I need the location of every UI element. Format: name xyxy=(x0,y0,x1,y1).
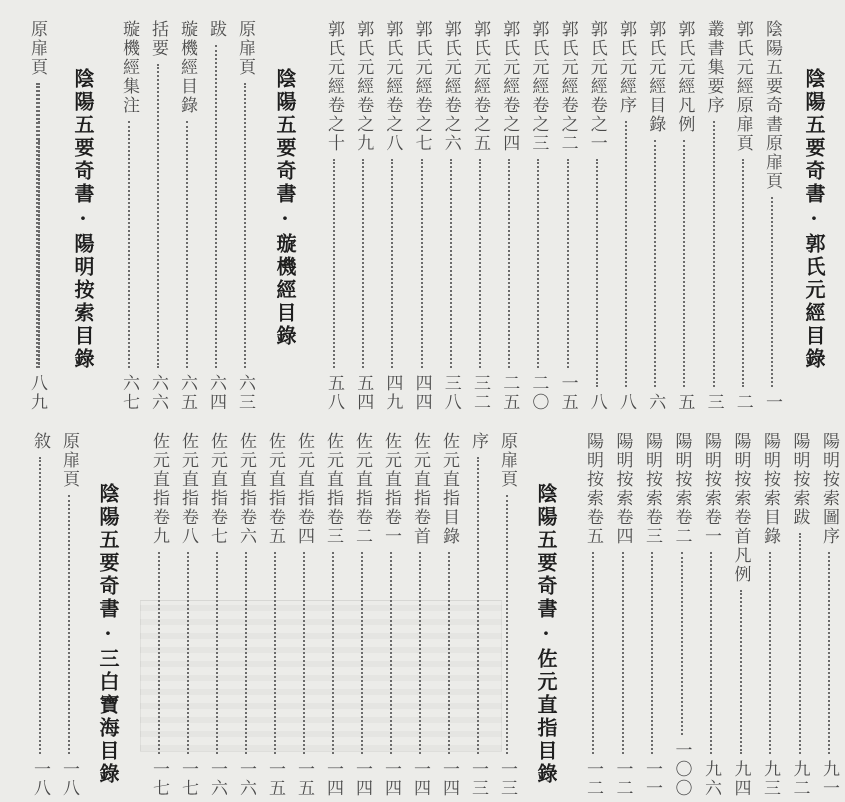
toc-entry-page: 六七 xyxy=(119,374,139,412)
leader-dots xyxy=(36,83,38,368)
toc-entry-label: 郭氏元經卷之六 xyxy=(440,20,461,153)
toc-entry-label: 郭氏元經卷之一 xyxy=(586,20,607,153)
toc-entry-label: 陽明按索圖序 xyxy=(819,432,839,546)
leader-dots xyxy=(448,552,450,754)
toc-entry-page: 一五 xyxy=(294,760,314,798)
toc-entry-page: 五四 xyxy=(353,374,374,412)
toc-entry-label: 陽明按索卷二 xyxy=(671,432,692,546)
toc-entry-page: 五 xyxy=(674,393,695,412)
toc-entry-label: 敘 xyxy=(30,432,50,451)
toc-entry-label: 括要 xyxy=(148,20,168,58)
toc-entry-label: 原扉頁 xyxy=(27,20,47,77)
leader-dots xyxy=(68,495,70,754)
toc-entry-label: 佐元直指卷四 xyxy=(294,432,314,546)
toc-entry-label: 郭氏元經序 xyxy=(616,20,636,115)
leader-dots xyxy=(742,159,744,387)
toc-entry-page: 六四 xyxy=(206,374,226,412)
toc-entry-label: 陽明按索跋 xyxy=(789,432,810,527)
leader-dots xyxy=(596,159,598,387)
toc-entry-page: 二 xyxy=(732,393,753,412)
toc-entry-label: 陽明按索目錄 xyxy=(760,432,780,546)
leader-dots xyxy=(333,159,335,368)
leader-dots xyxy=(390,552,392,754)
toc-entry-label: 陽明按索卷五 xyxy=(583,432,603,546)
toc-entry-label: 佐元直指卷八 xyxy=(178,432,198,546)
leader-dots xyxy=(740,590,742,754)
leader-dots xyxy=(215,45,217,368)
toc-entry-page: 九三 xyxy=(760,760,780,798)
toc-entry-label: 佐元直指目錄 xyxy=(439,432,459,546)
toc-entry-page: 一四 xyxy=(352,760,372,798)
leader-dots xyxy=(421,159,423,368)
toc-entry-page: 九一 xyxy=(819,760,839,798)
leader-dots xyxy=(828,552,830,754)
leader-dots xyxy=(479,159,481,368)
toc-entry-label: 郭氏元經卷之四 xyxy=(499,20,520,153)
leader-dots xyxy=(681,552,683,735)
toc-entry-label: 佐元直指卷一 xyxy=(381,432,401,546)
toc-entry-label: 郭氏元經目錄 xyxy=(645,20,666,134)
leader-dots xyxy=(625,121,627,387)
leader-dots xyxy=(799,533,801,754)
toc-entry-label: 陽明按索卷一 xyxy=(701,432,721,546)
toc-entry-page: 八九 xyxy=(27,374,47,412)
leader-dots xyxy=(303,552,305,754)
toc-entry-page: 四九 xyxy=(382,374,403,412)
toc-entry-label: 佐元直指卷二 xyxy=(352,432,372,546)
leader-dots xyxy=(391,159,393,368)
toc-entry-page: 九二 xyxy=(789,760,810,798)
toc-entry-page: 一六 xyxy=(236,760,256,798)
leader-dots xyxy=(769,552,771,754)
leader-dots xyxy=(244,83,246,368)
toc-entry-label: 原扉頁 xyxy=(59,432,79,489)
toc-entry-page: 三 xyxy=(703,393,724,412)
toc-entry-page: 一五 xyxy=(265,760,285,798)
toc-entry-page: 一二 xyxy=(583,760,603,798)
toc-entry-page: 九四 xyxy=(730,760,751,798)
leader-dots xyxy=(477,457,479,754)
toc-entry-label: 佐元直指卷九 xyxy=(149,432,169,546)
toc-entry-page: 一七 xyxy=(178,760,198,798)
toc-entry-label: 璇機經集注 xyxy=(119,20,139,115)
toc-entry-page: 三二 xyxy=(470,374,490,412)
leader-dots xyxy=(38,140,40,368)
toc-entry-label: 佐元直指卷七 xyxy=(207,432,227,546)
leader-dots xyxy=(158,552,160,754)
toc-entry-label: 郭氏元經卷之七 xyxy=(411,20,432,153)
toc-entry-page: 五八 xyxy=(324,374,344,412)
toc-entry-label: 郭氏元經原扉頁 xyxy=(732,20,753,153)
toc-entry-page: 一七 xyxy=(149,760,169,798)
leader-dots xyxy=(506,495,508,754)
section-title-sanbai: 陰陽五要奇書·三白寶海目錄 xyxy=(96,483,120,786)
toc-entry-page: 一四 xyxy=(439,760,459,798)
toc-entry-label: 佐元直指卷首 xyxy=(410,432,430,546)
toc-entry-page: 六六 xyxy=(148,374,168,412)
leader-dots xyxy=(274,552,276,754)
toc-entry-label: 原扉頁 xyxy=(235,20,255,77)
toc-entry-page: 一八 xyxy=(30,760,50,798)
toc-entry-label: 郭氏元經凡例 xyxy=(674,20,695,134)
toc-entry-page: 一四 xyxy=(410,760,430,798)
toc-entry-page: 一 xyxy=(762,393,782,412)
toc-entry-page: 四四 xyxy=(411,374,432,412)
toc-entry-page: 一六 xyxy=(207,760,227,798)
toc-entry-page: 六五 xyxy=(177,374,197,412)
leader-dots xyxy=(771,197,773,387)
toc-entry-label: 陽明按索卷首凡例 xyxy=(730,432,751,584)
toc-entry-page: 六三 xyxy=(235,374,255,412)
leader-dots xyxy=(713,121,715,387)
leader-dots xyxy=(537,159,539,368)
leader-dots xyxy=(332,552,334,754)
leader-dots xyxy=(186,121,188,368)
toc-entry-page: 二〇 xyxy=(528,374,549,412)
leader-dots xyxy=(654,140,656,387)
leader-dots xyxy=(157,64,159,368)
toc-entry-page: 九六 xyxy=(701,760,721,798)
toc-entry-label: 郭氏元經卷之十 xyxy=(324,20,344,153)
toc-entry-page: 一四 xyxy=(323,760,343,798)
leader-dots xyxy=(362,159,364,368)
toc-entry-label: 叢書集要序 xyxy=(703,20,724,115)
toc-entry-page: 一二 xyxy=(612,760,633,798)
toc-entry-page: 二五 xyxy=(499,374,520,412)
toc-entry-label: 原扉頁 xyxy=(497,432,517,489)
toc-entry-label: 佐元直指卷六 xyxy=(236,432,256,546)
toc-entry-label: 陽明按索卷三 xyxy=(642,432,662,546)
toc-entry-page: 八 xyxy=(586,393,607,412)
toc-entry-label: 郭氏元經卷之九 xyxy=(353,20,374,153)
toc-entry-page: 一〇〇 xyxy=(671,741,692,798)
leader-dots xyxy=(216,552,218,754)
toc-entry-label: 陽明按索卷四 xyxy=(612,432,633,546)
section-title-xuanji: 陰陽五要奇書·璇機經目錄 xyxy=(273,68,297,348)
toc-entry-label: 陰陽五要奇書原扉頁 xyxy=(762,20,782,191)
toc-entry-page: 一八 xyxy=(59,760,79,798)
section-title-yangming: 陰陽五要奇書·陽明按索目錄 xyxy=(71,68,95,371)
toc-entry-label: 郭氏元經卷之三 xyxy=(528,20,549,153)
leader-dots xyxy=(567,159,569,368)
leader-dots xyxy=(245,552,247,754)
leader-dots xyxy=(128,121,130,368)
leader-dots xyxy=(651,552,653,754)
leader-dots xyxy=(622,552,624,754)
leader-dots xyxy=(450,159,452,368)
toc-entry-label: 序 xyxy=(468,432,488,451)
leader-dots xyxy=(683,140,685,387)
leader-dots xyxy=(419,552,421,754)
section-title-zuoyuan: 陰陽五要奇書·佐元直指目錄 xyxy=(534,483,558,786)
leader-dots xyxy=(508,159,510,368)
toc-entry-page: 一一 xyxy=(642,760,662,798)
leader-dots xyxy=(710,552,712,754)
toc-entry-page: 一五 xyxy=(557,374,578,412)
toc-entry-label: 郭氏元經卷之八 xyxy=(382,20,403,153)
leader-dots xyxy=(187,552,189,754)
toc-entry-label: 郭氏元經卷之五 xyxy=(470,20,490,153)
toc-entry-page: 六 xyxy=(645,393,666,412)
toc-entry-page: 一四 xyxy=(381,760,401,798)
toc-entry-page: 八 xyxy=(616,393,636,412)
toc-entry-page: 一三 xyxy=(468,760,488,798)
toc-entry-label: 跋 xyxy=(206,20,226,39)
toc-entry-page: 一三 xyxy=(497,760,517,798)
toc-entry-page: 三八 xyxy=(440,374,461,412)
section-title-guoshi: 陰陽五要奇書·郭氏元經目錄 xyxy=(802,68,826,371)
toc-entry-label: 璇機經目錄 xyxy=(177,20,197,115)
leader-dots xyxy=(39,457,41,754)
leader-dots xyxy=(361,552,363,754)
toc-entry-label: 佐元直指卷五 xyxy=(265,432,285,546)
toc-entry-label: 郭氏元經卷之二 xyxy=(557,20,578,153)
toc-entry-label: 佐元直指卷三 xyxy=(323,432,343,546)
leader-dots xyxy=(592,552,594,754)
